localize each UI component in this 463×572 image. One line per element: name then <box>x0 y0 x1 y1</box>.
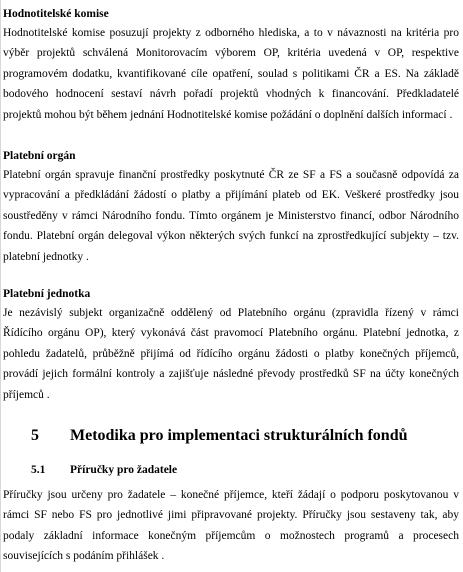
chapter-number: 5 <box>31 427 39 444</box>
section-heading: Hodnotitelské komise <box>3 8 109 20</box>
subsection-body <box>3 485 459 567</box>
subsection-paragraph: Příručky jsou určeny pro žadatele – konečné příjemce, kteří žádají o podporu poskytovanou v rámci SF nebo FS pro jednotlivé jimi připravované projekty. Příručky jsou sestaveny tak, aby podaly základní informace konečným příjemcům o možnostech programů a procesech souvisejících s podáním přihlášek . <box>3 489 459 563</box>
subsection-title: Příručky pro žadatele <box>70 464 178 476</box>
section-platebni-jednotka <box>3 286 459 405</box>
page-edge <box>0 0 1 572</box>
section-platebni-organ <box>3 148 459 267</box>
section-paragraph: Platební orgán spravuje finanční prostředky poskytnuté ČR ze SF a FS a současně odpovídá za vypracování a předkládání žádostí o platby a přijímání plateb od EK. Veškeré prostředky jsou soustředěny v rámci Národního fondu. Tímto orgánem je Ministerstvo financí, odbor Národního fondu. Platební orgán delegoval výkon některých svých funkcí na zprostředkující subjekty – tzv. platební jednotky . <box>3 169 459 263</box>
section-heading: Platební orgán <box>3 150 76 162</box>
section-hodnotitelske-komise <box>3 6 459 125</box>
section-paragraph: Hodnotitelské komise posuzují projekty z odborného hlediska, a to v návaznosti na kritéria pro výběr projektů schválená Monitorovacím výborem OP, kritéria uvedená v OP, respektive programovém dodatku, kvantifikované cíle opatření, soulad s politikami ČR a ES. Na základě bodového hodnocení sestaví návrh pořadí projektů vhodných k financování. Předkladatelé projektů mohou být během jednání Hodnotitelské komise požádání o doplnění dalších informací . <box>3 27 459 121</box>
section-paragraph: Je nezávislý subjekt organizačně oddělený od Platebního orgánu (zpravidla řízený v rámci Řídícího orgánu OP), který vykonává část pravomocí Platebního orgánu. Platební jednotka, z pohledu žadatelů, průběžně přijímá od řídícího orgánu žádosti o platby konečných příjemců, provádí jejich formální kontroly a zajišťuje následné převody prostředků SF na účty konečných příjemců . <box>3 307 459 401</box>
chapter-title: Metodika pro implementaci strukturálních fondů <box>70 427 408 444</box>
section-heading: Platební jednotka <box>3 288 91 300</box>
subsection-number: 5.1 <box>31 464 46 476</box>
